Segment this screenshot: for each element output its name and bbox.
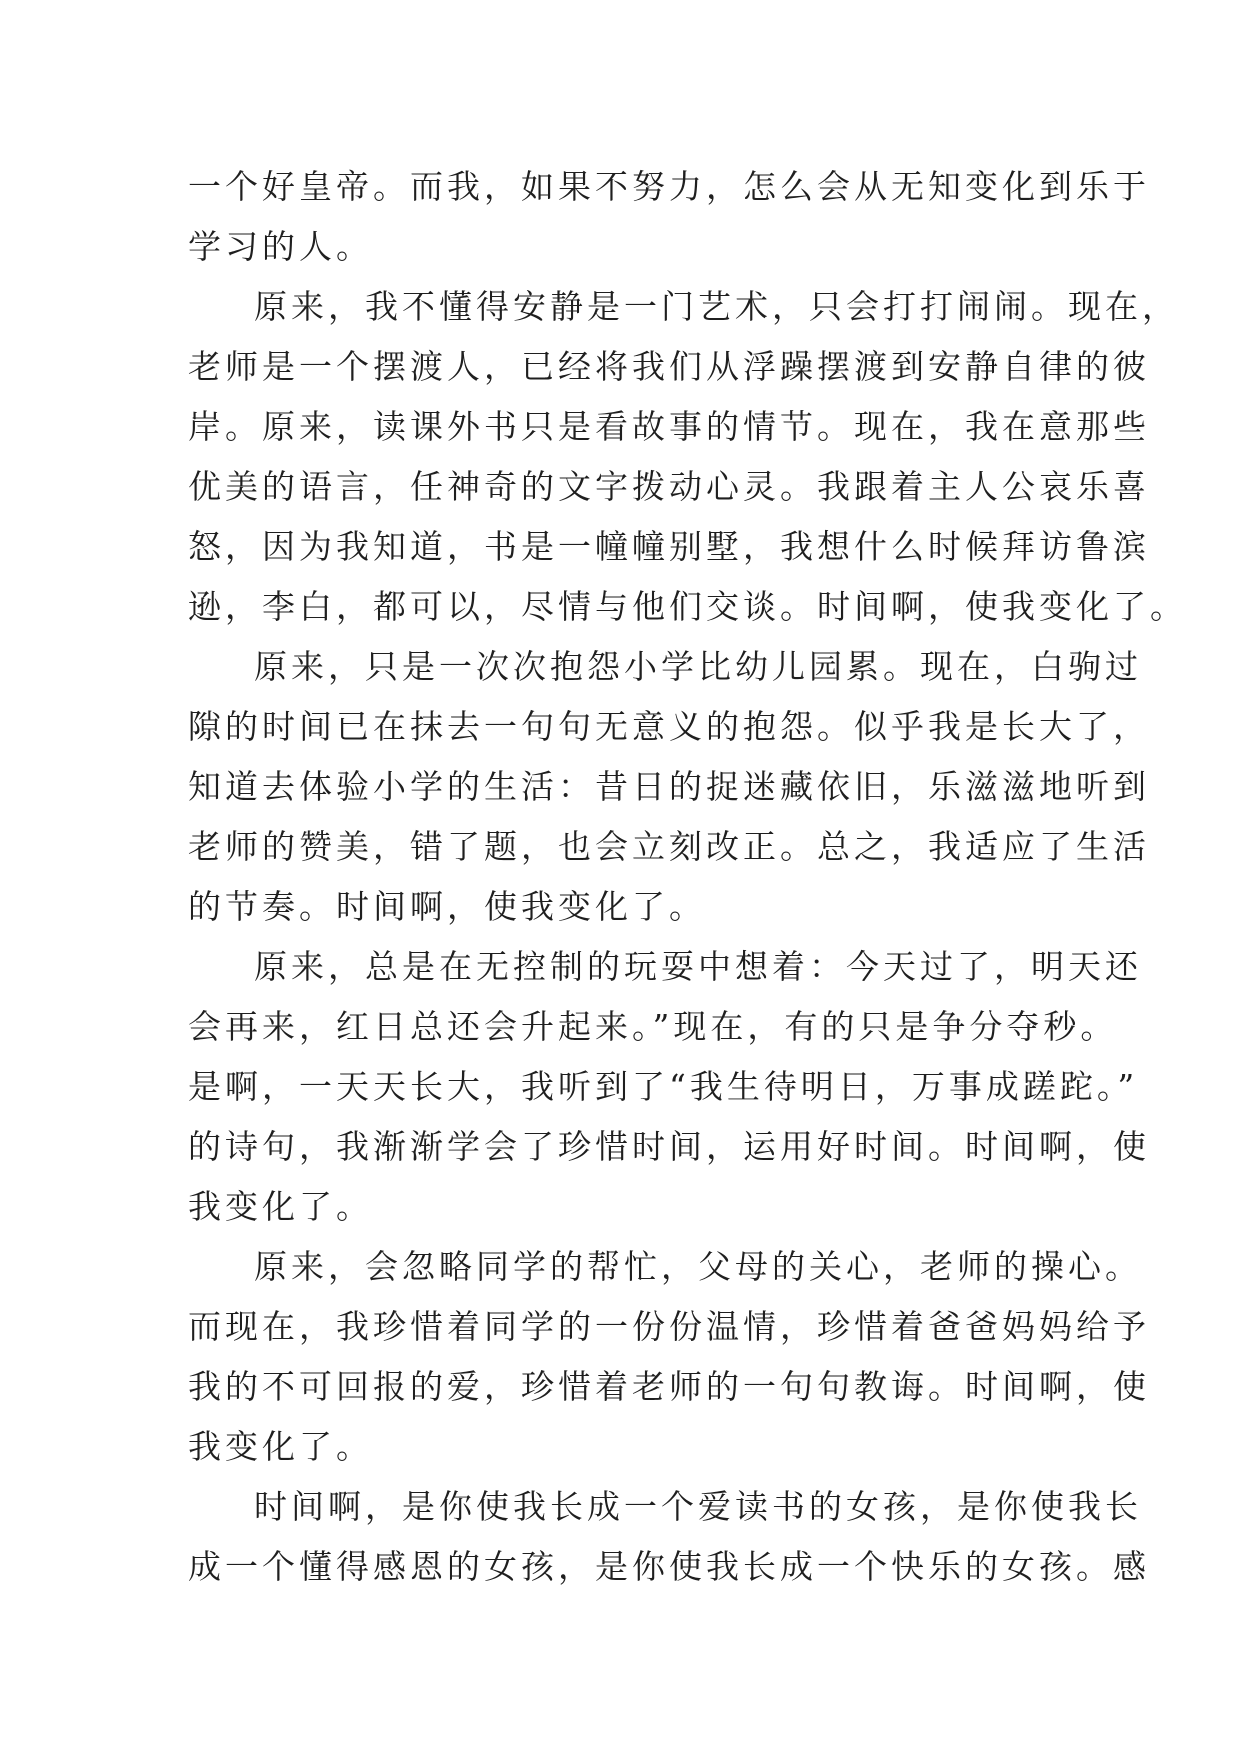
text-line: 而现在，我珍惜着同学的一份份温情，珍惜着爸爸妈妈给予 xyxy=(188,1307,1150,1346)
text-line: 会再来，红日总还会升起来。”现在，有的只是争分夺秒。 xyxy=(188,1007,1118,1046)
text-line: 学习的人。 xyxy=(188,227,373,266)
text-line: 的节奏。时间啊，使我变化了。 xyxy=(188,887,706,926)
text-line: 老师是一个摆渡人，已经将我们从浮躁摆渡到安静自律的彼 xyxy=(188,347,1150,386)
text-line: 知道去体验小学的生活：昔日的捉迷藏依旧，乐滋滋地听到 xyxy=(188,767,1150,806)
text-line: 优美的语言，任神奇的文字拨动心灵。我跟着主人公哀乐喜 xyxy=(188,467,1150,506)
text-line: 我的不可回报的爱，珍惜着老师的一句句教诲。时间啊，使 xyxy=(188,1367,1150,1406)
text-line: 怒，因为我知道，书是一幢幢别墅，我想什么时候拜访鲁滨 xyxy=(188,527,1150,566)
text-line: 时间啊，是你使我长成一个爱读书的女孩，是你使我长 xyxy=(254,1487,1142,1526)
text-line: 成一个懂得感恩的女孩，是你使我长成一个快乐的女孩。感 xyxy=(188,1547,1150,1586)
text-line: 的诗句，我渐渐学会了珍惜时间，运用好时间。时间啊，使 xyxy=(188,1127,1150,1166)
text-line: 逊，李白，都可以，尽情与他们交谈。时间啊，使我变化了。 xyxy=(188,587,1187,626)
text-line: 是啊，一天天长大，我听到了“我生待明日，万事成蹉跎。” xyxy=(188,1067,1139,1106)
essay-body xyxy=(188,157,1187,1597)
text-line: 原来，会忽略同学的帮忙，父母的关心，老师的操心。 xyxy=(254,1247,1142,1286)
text-line: 我变化了。 xyxy=(188,1427,373,1466)
text-line: 原来，总是在无控制的玩耍中想着：今天过了，明天还 xyxy=(254,947,1142,986)
text-line: 隙的时间已在抹去一句句无意义的抱怨。似乎我是长大了， xyxy=(188,707,1150,746)
text-line: 原来，只是一次次抱怨小学比幼儿园累。现在，白驹过 xyxy=(254,647,1142,686)
text-line: 我变化了。 xyxy=(188,1187,373,1226)
text-line: 一个好皇帝。而我，如果不努力，怎么会从无知变化到乐于 xyxy=(188,167,1150,206)
text-line: 老师的赞美，错了题，也会立刻改正。总之，我适应了生活 xyxy=(188,827,1150,866)
text-line: 原来，我不懂得安静是一门艺术，只会打打闹闹。现在， xyxy=(254,287,1179,326)
text-line: 岸。原来，读课外书只是看故事的情节。现在，我在意那些 xyxy=(188,407,1150,446)
